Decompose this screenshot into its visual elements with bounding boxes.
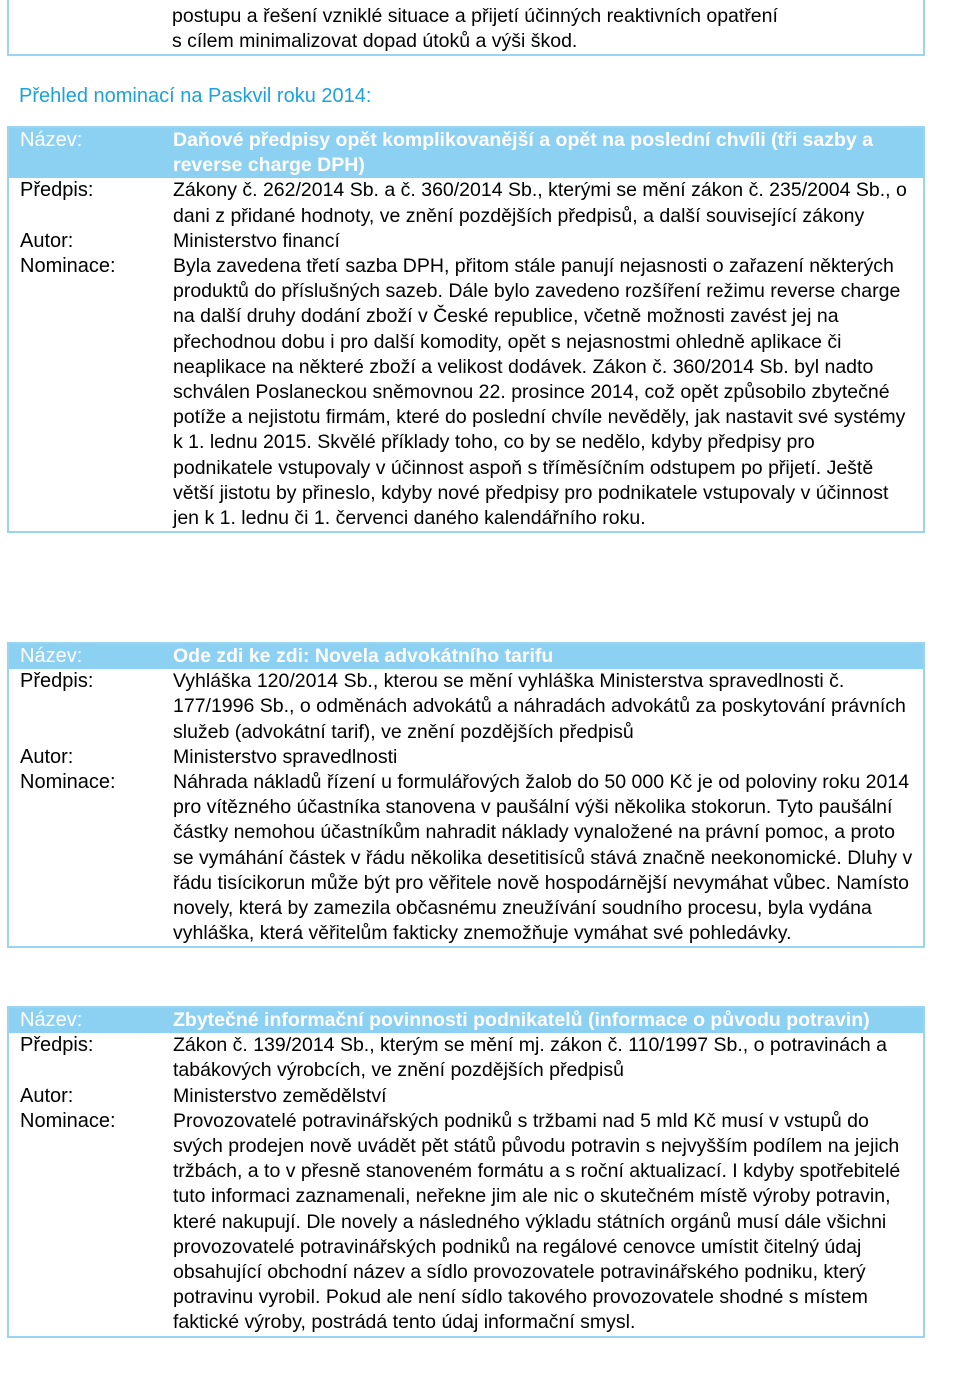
nomination-text: Náhrada nákladů řízení u formulářových žalob do 50 000 Kč je od poloviny roku 2014 pro vítězného účastníka stanovena v paušální výši několika stokorun. Tyto paušální částky nemohou účastníkům nahradit náklady vynaložené na právní pomoc, a proto se vymáhání částek v řádu několika desetitisíců stává značně neekonomické. Dluhy v řádu tisícikorun může být pro věřitele nově hospodárnější nevymáhat vůbec. Namísto novely, která by zamezila občasnému zneužívání soudního procesu, byla vydána vyhláška, která věřitelům fakticky znemožňuje vymáhat své pohledávky. — [173, 771, 913, 945]
regulation-row — [9, 178, 923, 228]
intro-line-1: postupu a řešení vzniklé situace a přijetí účinných reaktivních opatření — [172, 5, 778, 27]
intro-box — [7, 0, 925, 56]
regulation-text: Zákon č. 139/2014 Sb., kterým se mění mj. zákon č. 110/1997 Sb., o potravinách a tabákových výrobcích, ve znění pozdějších předpisů — [173, 1034, 887, 1082]
regulation-label: Předpis: — [20, 179, 94, 202]
nomination-label: Nominace: — [20, 1109, 116, 1132]
author-text: Ministerstvo financí — [173, 229, 340, 252]
nomination-row — [9, 770, 923, 946]
regulation-row — [9, 669, 923, 745]
name-label: Název: — [20, 1009, 83, 1031]
section-heading: Přehled nominací na Paskvil roku 2014: — [19, 85, 372, 107]
nomination-text: Byla zavedena třetí sazba DPH, přitom stále panují nejasnosti o zařazení některých produktů do příslušných sazeb. Dále bylo zavedeno rozšíření režimu reverse charge na další druhy dodání zboží v České republice, včetně možnosti zavést jej na přechodnou dobu i pro další komodity, opět s nejasnostmi ohledně aplikace či neaplikace na některé zboží a velikost dodávek. Zákon č. 360/2014 Sb. byl nadto schválen Poslaneckou sněmovnou 22. prosince 2014, což opět způsobilo zbytečné potíže a nejistotu firmám, které do poslední chvíle nevěděly, jak nastavit své systémy k 1. lednu 2015. Skvělé příklady toho, co by se nedělo, kdyby předpisy pro podnikatele vstupovaly v účinnost aspoň s tříměsíčním odstupem po přijetí. Ještě větší jistotu by přineslo, kdyby nové předpisy pro podnikatele vstupovaly v účinnost jen k 1. lednu či 1. červenci daného kalendářního roku. — [173, 255, 906, 530]
author-row — [9, 745, 923, 770]
regulation-label: Předpis: — [20, 670, 94, 693]
nomination-title: Ode zdi ke zdi: Novela advokátního tarifu — [173, 645, 554, 667]
name-row — [9, 128, 923, 178]
name-row — [9, 644, 923, 669]
name-row — [9, 1008, 923, 1033]
regulation-row — [9, 1033, 923, 1083]
regulation-label: Předpis: — [20, 1034, 94, 1057]
nomination-row — [9, 254, 923, 531]
name-label: Název: — [20, 645, 83, 667]
nomination-label: Nominace: — [20, 771, 116, 794]
regulation-text: Zákony č. 262/2014 Sb. a č. 360/2014 Sb., kterými se mění zákon č. 235/2004 Sb., o dani z přidané hodnoty, ve znění pozdějších předpisů, a další související zákony — [173, 179, 907, 227]
name-label: Název: — [20, 129, 83, 151]
nomination-card — [7, 126, 925, 533]
author-text: Ministerstvo spravedlnosti — [173, 745, 398, 768]
author-text: Ministerstvo zemědělství — [173, 1084, 387, 1107]
regulation-text: Vyhláška 120/2014 Sb., kterou se mění vyhláška Ministerstva spravedlnosti č. 177/1996 Sb., o odměnách advokátů a náhradách advokátů za poskytování právních služeb (advokátní tarif), ve znění pozdějších předpisů — [173, 670, 906, 743]
nomination-title: Zbytečné informační povinnosti podnikatelů (informace o původu potravin) — [173, 1009, 870, 1031]
author-label: Autor: — [20, 745, 74, 768]
nomination-card — [7, 642, 925, 948]
nomination-label: Nominace: — [20, 255, 116, 278]
author-label: Autor: — [20, 1084, 74, 1107]
nomination-text: Provozovatelé potravinářských podniků s tržbami nad 5 mld Kč musí v vstupů do svých prodejen nově uvádět pět států původu potravin s nejvyšším podílem na jejich tržbách, a to v přesně stanoveném formátu a s roční aktualizací. I kdyby spotřebitelé tuto informaci zaznamenali, neřekne jim ale nic o skutečném místě výroby potravin, které nakupují. Dle novely a následného výkladu státních orgánů musí dále všichni provozovatelé potravinářských podniků na regálové cenovce umístit čitelný údaj obsahující obchodní název a sídlo provozovatele potravinářského podniku, který potravinu vyrobil. Pokud ale není sídlo takového provozovatele shodné s místem faktické výroby, postrádá tento údaj informační smysl. — [173, 1109, 901, 1334]
nomination-row — [9, 1109, 923, 1336]
author-row — [9, 1084, 923, 1109]
intro-line-2: s cílem minimalizovat dopad útoků a výši škod. — [172, 30, 578, 53]
nomination-title: Daňové předpisy opět komplikovanější a opět na poslední chvíli (tři sazby a reverse charge DPH) — [173, 129, 874, 177]
intro-text — [172, 4, 872, 54]
author-row — [9, 229, 923, 254]
author-label: Autor: — [20, 229, 74, 252]
nomination-card — [7, 1006, 925, 1338]
